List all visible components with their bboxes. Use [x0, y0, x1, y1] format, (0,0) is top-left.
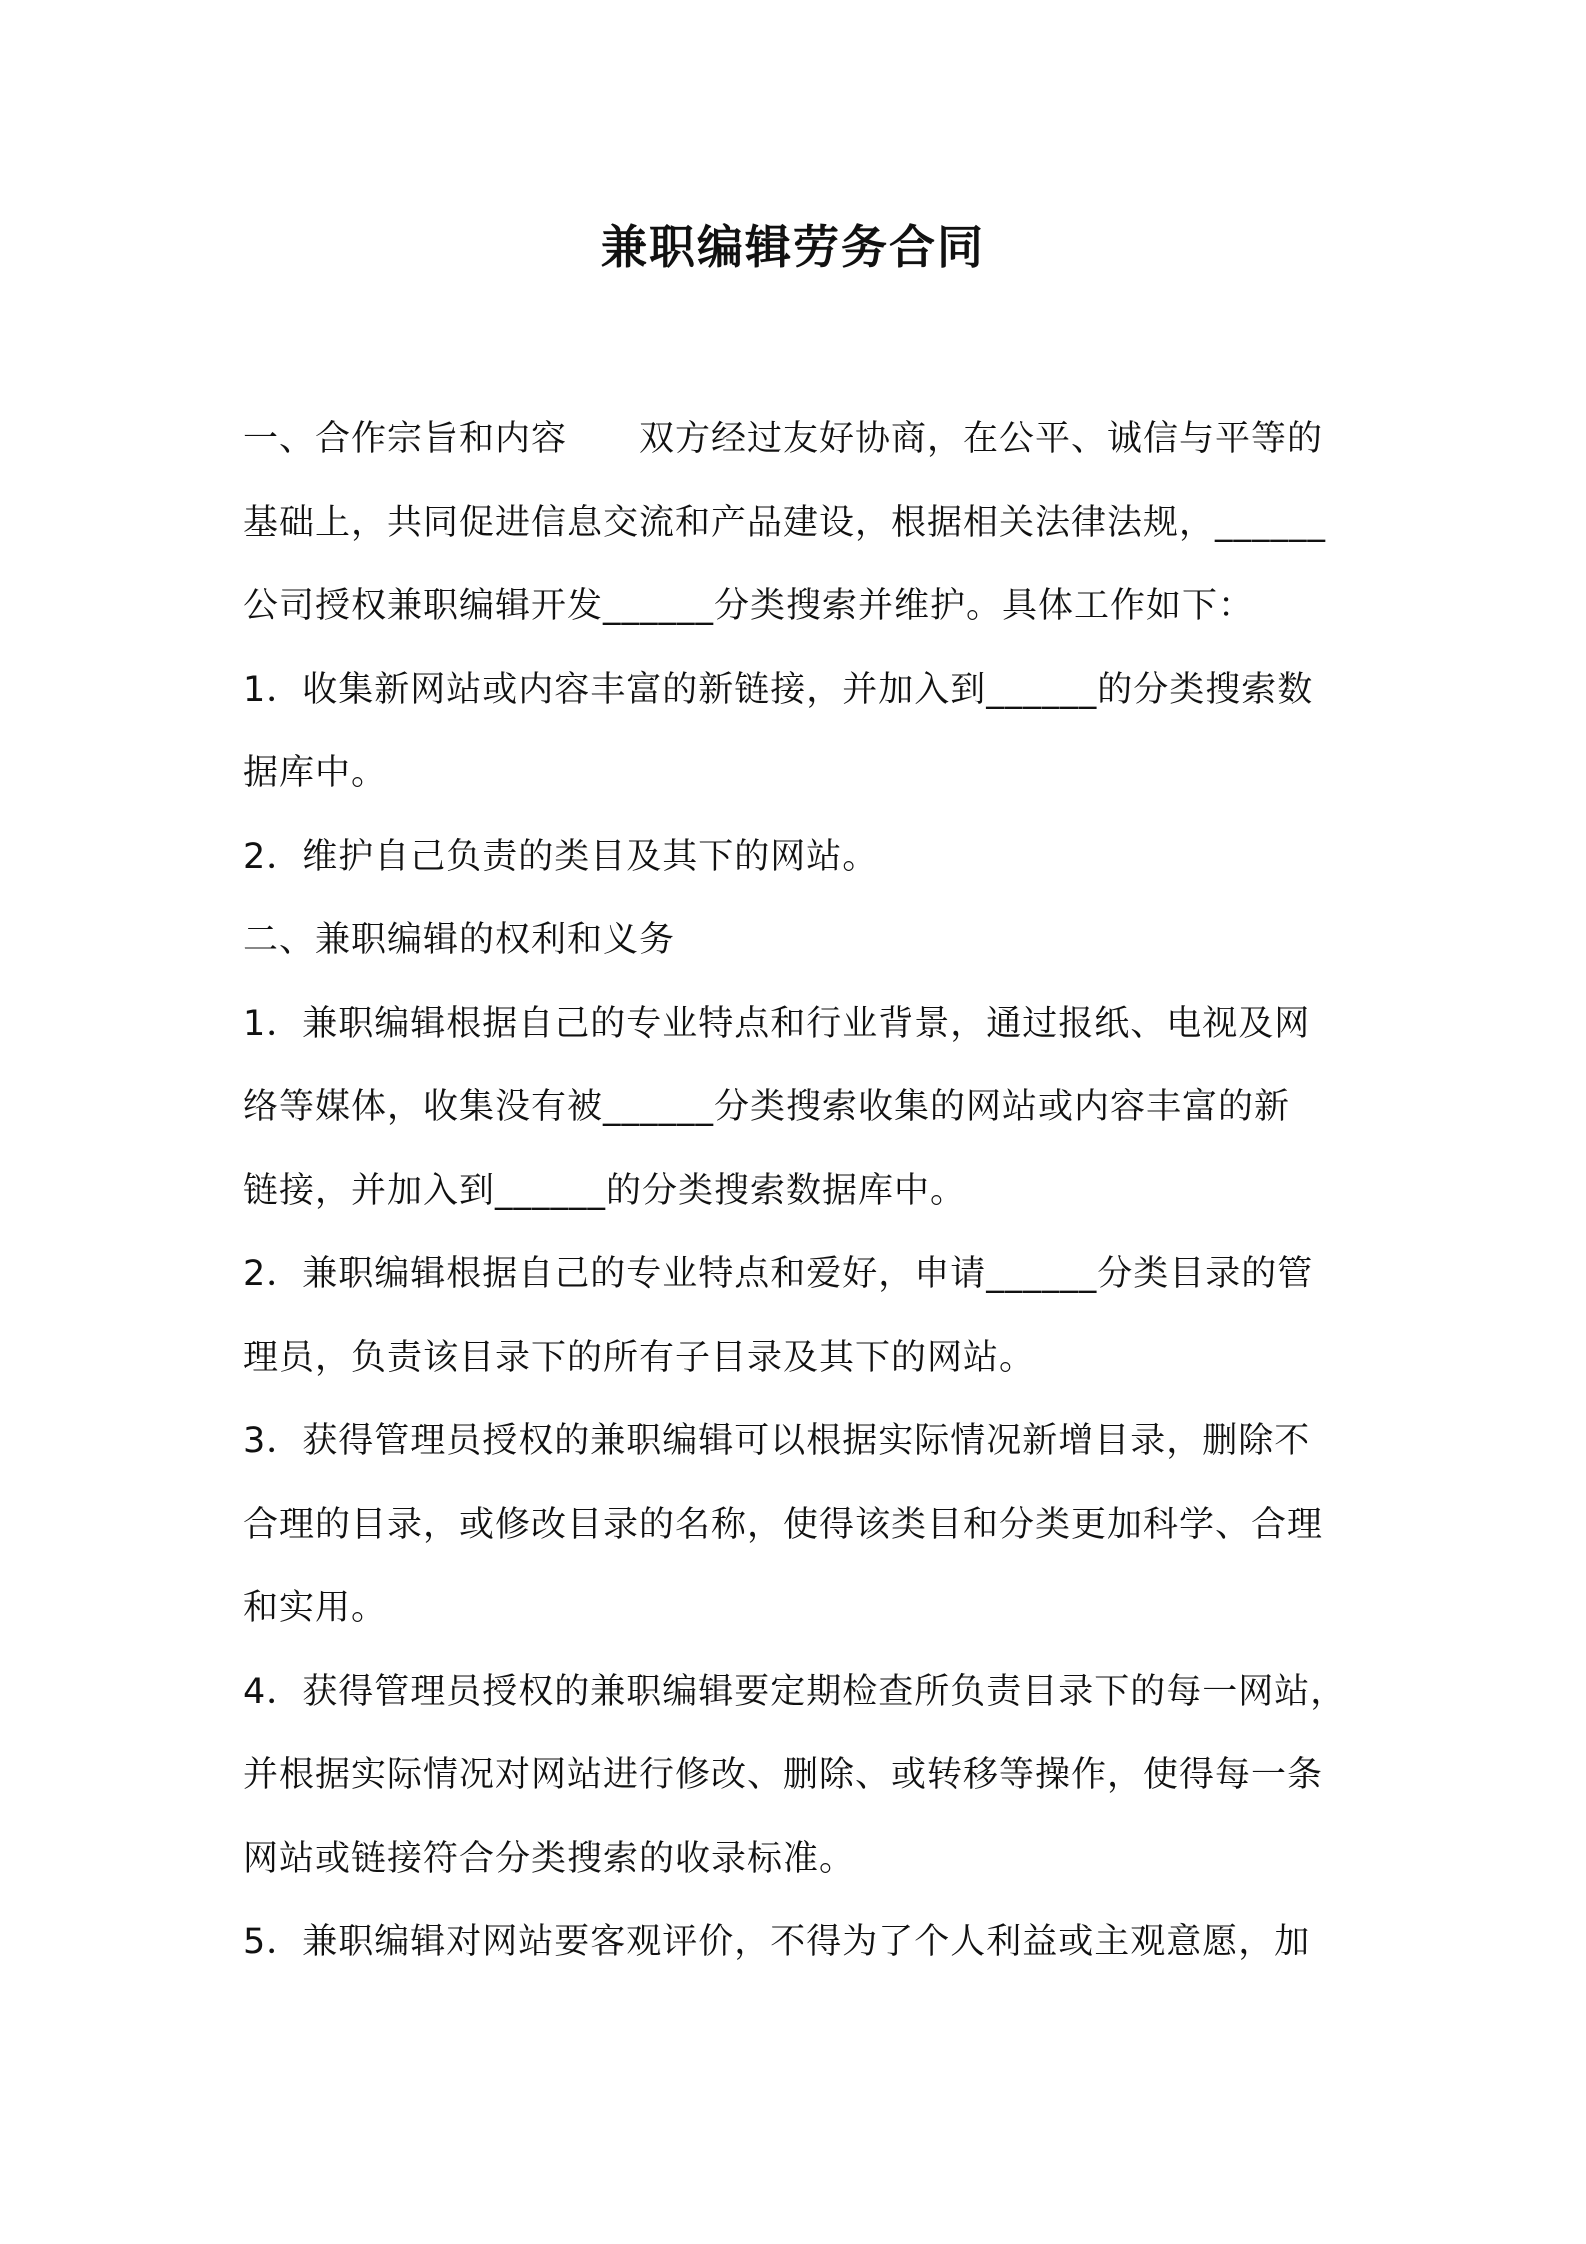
body-line: 据库中。 [243, 753, 388, 793]
body-line: 1．兼职编辑根据自己的专业特点和行业背景，通过报纸、电视及网 [243, 1003, 1311, 1044]
body-line: 2．维护自己负责的类目及其下的网站。 [243, 836, 879, 877]
body-line: 4．获得管理员授权的兼职编辑要定期检查所负责目录下的每一网站， [243, 1671, 1347, 1712]
body-line: 合理的目录，或修改目录的名称，使得该类目和分类更加科学、合理 [243, 1504, 1324, 1545]
body-line: 3．获得管理员授权的兼职编辑可以根据实际情况新增目录，删除不 [243, 1421, 1311, 1461]
body-line: 一、合作宗旨和内容 双方经过友好协商，在公平、诚信与平等的 [243, 419, 1324, 459]
body-line: 1．收集新网站或内容丰富的新链接，并加入到______的分类搜索数 [243, 669, 1314, 710]
section-heading: 二、兼职编辑的权利和义务 [243, 920, 676, 960]
body-line: 和实用。 [243, 1588, 388, 1628]
body-line: 公司授权兼职编辑开发______分类搜索并维护。具体工作如下： [243, 586, 1255, 626]
body-line: 基础上，共同促进信息交流和产品建设，根据相关法律法规，______ [243, 502, 1327, 543]
body-line: 络等媒体，收集没有被______分类搜索收集的网站或内容丰富的新 [243, 1087, 1291, 1127]
body-line: 链接，并加入到______的分类搜索数据库中。 [243, 1170, 967, 1211]
body-line: 并根据实际情况对网站进行修改、删除、或转移等操作，使得每一条 [243, 1755, 1324, 1795]
document-body [243, 398, 1363, 1985]
body-line: 5．兼职编辑对网站要客观评价，不得为了个人利益或主观意愿，加 [243, 1922, 1311, 1962]
body-line: 理员，负责该目录下的所有子目录及其下的网站。 [243, 1337, 1036, 1378]
document-title: 兼职编辑劳务合同 [601, 220, 985, 274]
body-line: 网站或链接符合分类搜索的收录标准。 [243, 1838, 856, 1879]
body-line: 2．兼职编辑根据自己的专业特点和爱好，申请______分类目录的管 [243, 1254, 1314, 1294]
